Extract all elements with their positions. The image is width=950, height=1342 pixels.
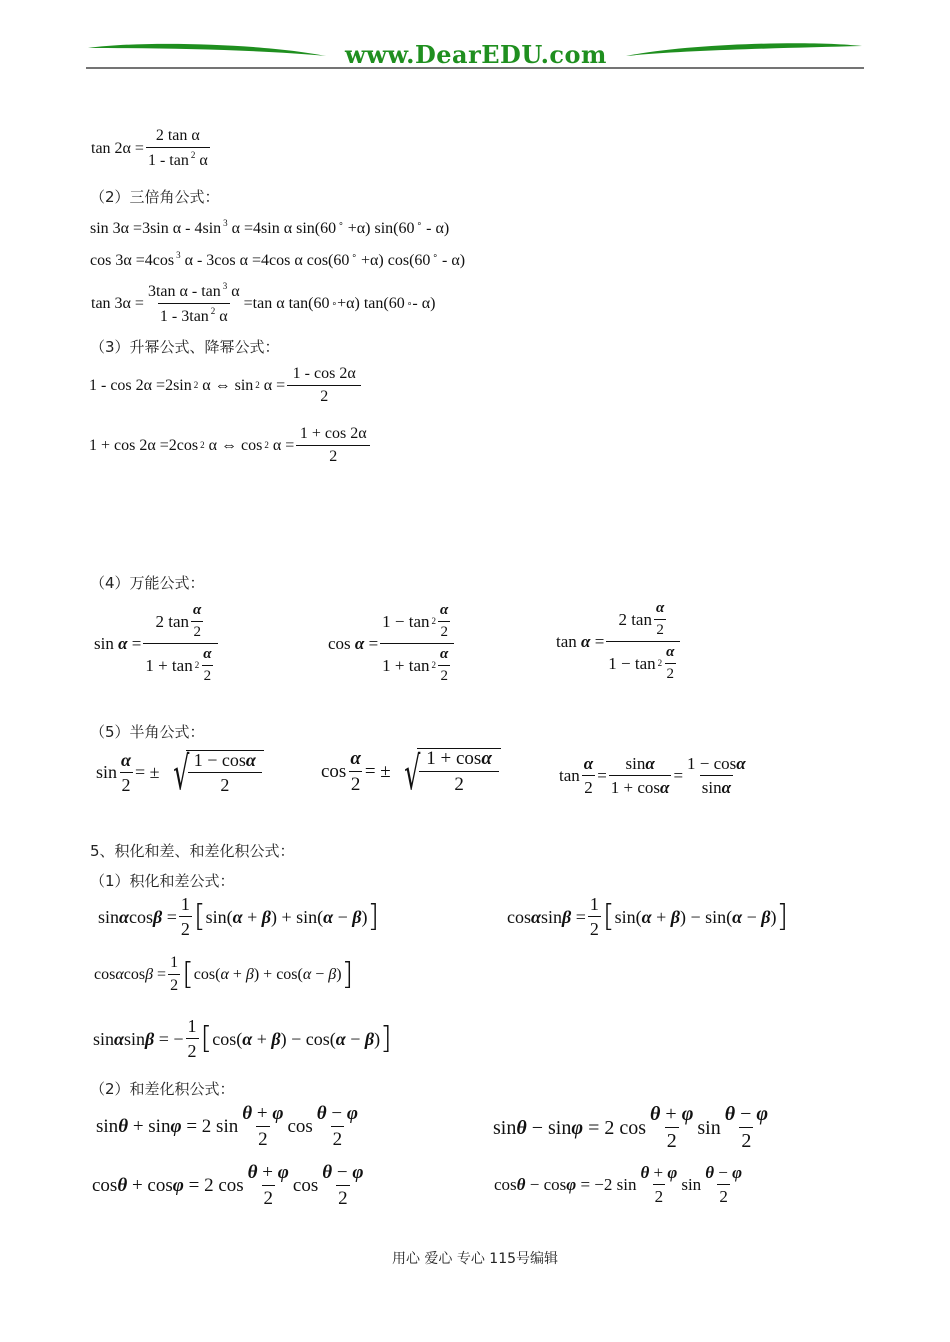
formula-sin-sin-product: sinαsinβ = − $\frac{1}{2}$ [ cos(α + β) − cos(α − β) ]	[93, 1016, 392, 1061]
formula-sin3a	[90, 219, 449, 237]
formula-text: sin 3α =3sin α - 4sin	[90, 220, 222, 237]
formula-text: - α)	[438, 252, 466, 269]
site-logo-text: www.DearEDU.com	[345, 40, 607, 69]
formula-text: 1 + cos 2α =2cos	[89, 436, 199, 454]
formula-half-tan: tan $\frac{\alpha}{2}$ = $\frac{\sin\alpha}{1 + \cos\alpha}$ = $\frac{1 - \cos\alpha}{\sin\alpha}$	[559, 754, 746, 797]
superscript: 2	[200, 440, 205, 450]
formula-sin-cos-product: sinαcosβ = $\frac{1}{2}$ [ sin(α + β) + sin(α − β) ]	[98, 894, 380, 939]
formula-text: +α) tan(60	[337, 294, 405, 312]
fraction-denominator: 1 - 3tan	[159, 308, 209, 325]
formula-text: tan 3α =	[91, 294, 144, 312]
formula-text: 1 - cos 2α =2sin	[89, 376, 192, 394]
superscript: 2	[255, 380, 260, 390]
fraction-denominator: 1 - tan	[147, 152, 189, 169]
formula-text: sin α =	[94, 634, 142, 653]
superscript: 2	[190, 150, 196, 160]
formula-text: tan 2α =	[91, 139, 144, 157]
superscript: ∘	[351, 250, 358, 260]
superscript: 2	[193, 380, 199, 390]
heading-section-5: 5、积化和差、和差化积公式：	[90, 842, 295, 860]
heading-sum-to-product: （2）和差化积公式：	[90, 1080, 235, 1098]
formula-cos-cos-product: cosαcosβ = $\frac{1}{2}$ [ cos(α + β) + cos(α − β) ]	[94, 954, 354, 994]
formula-text: - α)	[412, 294, 436, 312]
formula-text: α ⇔ sin	[202, 376, 254, 394]
heading-universal: （4）万能公式：	[90, 574, 205, 592]
formula-half-cos: cos $\frac{\alpha}{2}$ = ± √ $\frac{1 + \cos\alpha}{2}$	[321, 748, 501, 794]
formula-text: α ⇔ cos	[208, 436, 263, 454]
heading-product-to-sum: （1）积化和差公式：	[90, 872, 235, 890]
formula-tan3a	[91, 282, 435, 325]
formula-universal-tan: tan α = 2 tan $\frac{\alpha}{2}$ 1 − tan 2 $\frac{\alpha}{2}$	[556, 601, 682, 682]
formula-universal-cos: cos α = 1 − tan 2 $\frac{\alpha}{2}$ 1 + tan 2 $\frac{\alpha}{2}$	[328, 603, 456, 684]
superscript: ∘	[406, 298, 413, 308]
page-footer: 用心 爱心 专心 115号编辑	[391, 1251, 559, 1267]
superscript: 3	[176, 250, 181, 260]
formula-half-sin: sin $\frac{\alpha}{2}$ = ± √ $\frac{1 - \cos\alpha}{2}$	[96, 750, 264, 794]
formula-text: tan α =	[556, 632, 605, 651]
heading-power-reduction: （3）升幂公式、降幂公式：	[90, 338, 280, 356]
superscript: 2	[264, 440, 269, 450]
formula-cos-diff: cosθ − cosφ = −2 sin $\frac{\theta + \varphi}{2}$ sin $\frac{\theta - \varphi}{2}$	[494, 1163, 743, 1206]
heading-triple-angle: （2）三倍角公式：	[90, 188, 220, 206]
formula-lift1	[89, 366, 363, 405]
header-banner	[86, 38, 864, 70]
formula-sin-diff: sinθ − sinφ = 2 cos $\frac{\theta + \varphi}{2}$ sin $\frac{\theta - \varphi}{2}$	[493, 1103, 769, 1152]
formula-text: cos 3α =4cos	[90, 252, 175, 269]
fraction-numerator: 1 - cos 2α	[292, 365, 356, 382]
formula-sin-sum: sinθ + sinφ = 2 sin $\frac{\theta + \varphi}{2}$ cos $\frac{\theta - \varphi}{2}$	[96, 1103, 358, 1150]
formula-text: α =4sin α sin(60	[231, 220, 337, 237]
superscript: 3	[223, 218, 228, 228]
formula-text: cos α =	[328, 634, 379, 653]
superscript: 3	[222, 281, 228, 291]
formula-text: - α)	[422, 220, 450, 237]
formula-cos-sin-product: cosαsinβ = $\frac{1}{2}$ [ sin(α + β) − sin(α − β) ]	[507, 894, 789, 939]
formula-universal-sin: sin α = 2 tan $\frac{\alpha}{2}$ 1 + tan 2 $\frac{\alpha}{2}$	[94, 603, 220, 684]
formula-text: α	[199, 152, 208, 169]
superscript: ∘	[432, 250, 439, 260]
formula-text: +α) sin(60	[343, 220, 415, 237]
formula-text: α =	[272, 436, 295, 454]
superscript: ∘	[331, 298, 338, 308]
formula-text: α - 3cos α =4cos α cos(60	[184, 252, 350, 269]
formula-text: =tan α tan(60	[243, 294, 330, 312]
formula-cos-sum: cosθ + cosφ = 2 cos $\frac{\theta + \varphi}{2}$ cos $\frac{\theta - \varphi}{2}$	[92, 1162, 364, 1209]
heading-half-angle: （5）半角公式：	[90, 723, 205, 741]
fraction-numerator: 1 + cos 2α	[299, 425, 367, 442]
fraction-numerator: 3tan α - tan	[147, 283, 221, 300]
formula-text: α	[219, 308, 228, 325]
fraction-denominator: 2	[287, 385, 361, 405]
formula-tan2a	[91, 128, 212, 169]
formula-cos3a	[90, 251, 465, 269]
formula-text: α	[231, 283, 240, 300]
formula-text: α =	[263, 376, 286, 394]
superscript: 2	[210, 306, 216, 316]
formula-lift2	[89, 426, 372, 465]
formula-text: +α) cos(60	[357, 252, 431, 269]
superscript: ∘	[416, 218, 423, 228]
fraction-denominator: 2	[296, 445, 370, 465]
superscript: ∘	[338, 218, 344, 228]
fraction-numerator: 2 tan α	[155, 127, 200, 144]
